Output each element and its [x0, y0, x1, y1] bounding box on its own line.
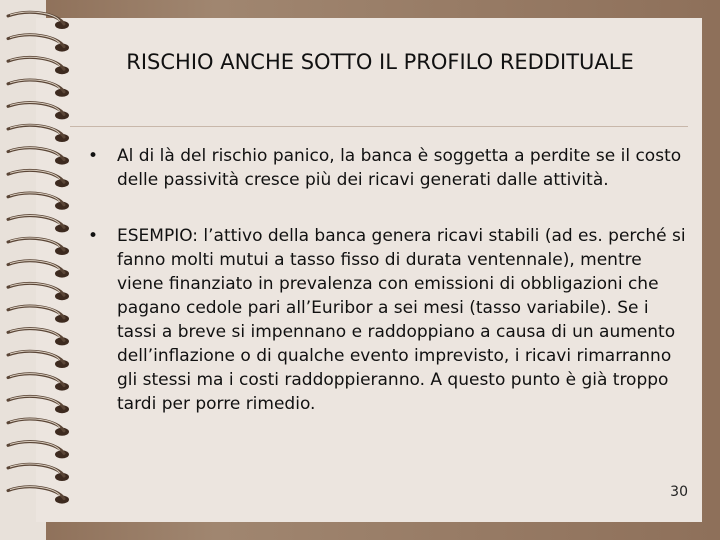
binding-ring — [8, 103, 64, 115]
binding-ring — [8, 57, 64, 69]
binding-ring — [8, 419, 64, 431]
binding-ring — [8, 351, 64, 363]
bullet-text-2: ESEMPIO: l’attivo della banca genera ricavi stabili (ad es. perché si fanno molti mutui a tasso fisso di durata ventennale), mentre viene finanziato in prevalenza con emissioni di obbligazioni che pagano cedole pari all’Euribor a sei mesi (tasso variabile). Se i tassi a breve si impennano e raddoppiano a causa di un aumento dell’inflazione o di qualche evento imprevisto, i ricavi rimarranno gli stessi ma i costi raddoppieranno. A questo punto è già troppo tardi per porre rimedio. — [117, 226, 686, 414]
binding-ring — [8, 442, 64, 454]
slide-title: RISCHIO ANCHE SOTTO IL PROFILO REDDITUALE — [126, 50, 634, 74]
binding-ring — [8, 329, 64, 341]
binding-ring — [8, 238, 64, 250]
spiral-binding — [0, 0, 80, 540]
binding-ring — [8, 35, 64, 47]
bullet-text-1: Al di là del rischio panico, la banca è soggetta a perdite se il costo delle passività cresce più dei ricavi generati dalle attività. — [117, 146, 682, 190]
binding-ring — [8, 487, 64, 499]
bullet-marker-1: • — [88, 146, 99, 166]
binding-ring — [8, 261, 64, 273]
binding-ring — [8, 306, 64, 318]
binding-ring — [8, 283, 64, 295]
title-divider — [70, 126, 688, 127]
binding-ring — [8, 125, 64, 137]
binding-ring — [8, 216, 64, 228]
bullet-marker-2: • — [88, 226, 99, 246]
binding-ring — [8, 80, 64, 92]
binding-ring — [8, 464, 64, 476]
binding-ring — [8, 170, 64, 182]
binding-ring — [8, 396, 64, 408]
binding-ring — [8, 12, 64, 24]
page-number: 30 — [670, 484, 688, 500]
binding-ring — [8, 193, 64, 205]
binding-ring — [8, 148, 64, 160]
binding-ring — [8, 374, 64, 386]
